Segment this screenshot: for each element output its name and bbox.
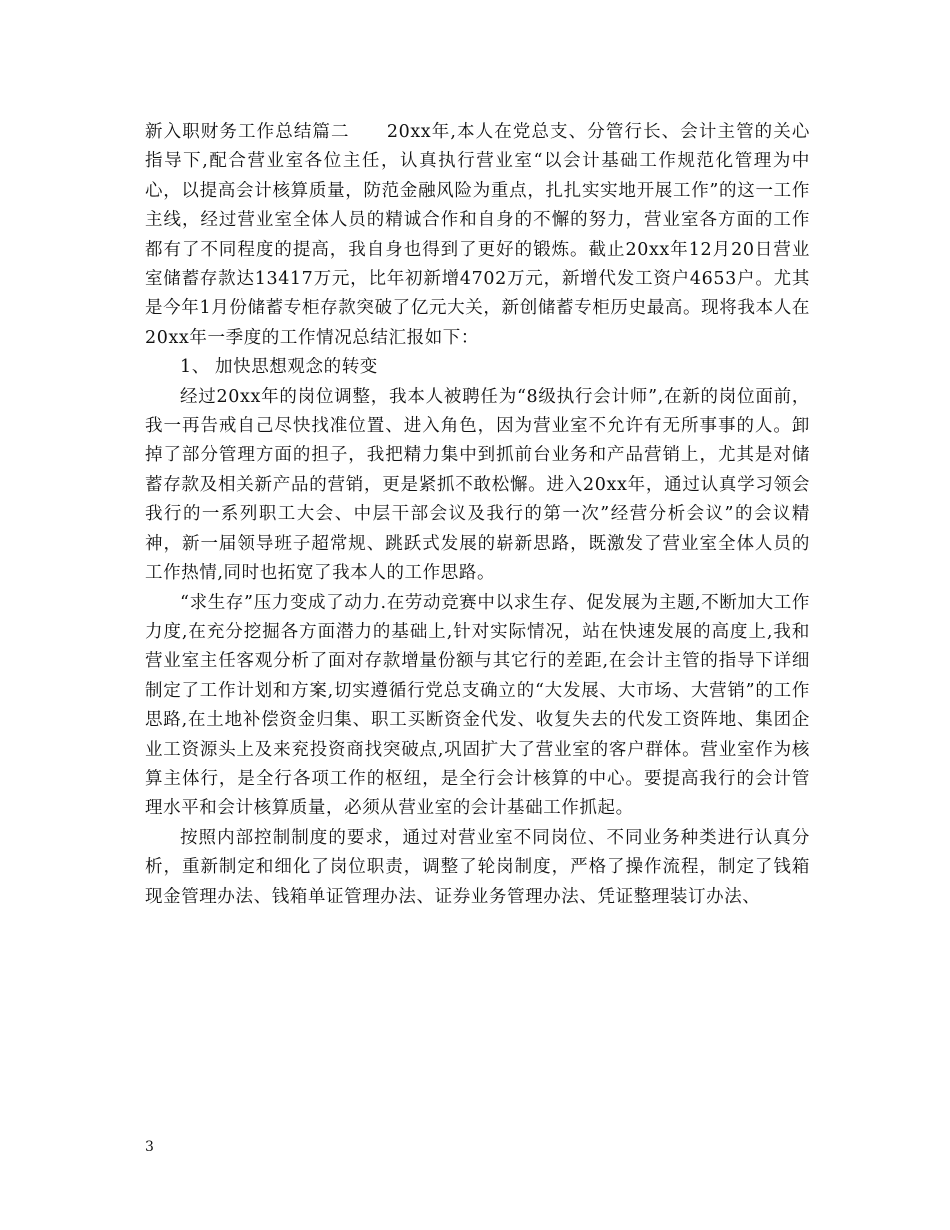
section-heading-1 xyxy=(145,353,810,382)
body-paragraph-1: 经过20xx年的岗位调整，我本人被聘任为“8级执行会计师”,在新的岗位面前，我一再告戒自己尽快找准位置、进入角色，因为营业室不允许有无所事事的人。卸掉了部分管理方面的担子，我把精力集中到抓前台业务和产品营销上，尤其是对储蓄存款及相关新产品的营销，更是紧抓不敢松懈。进入20xx年，通过认真学习领会我行的一系列职工大会、中层干部会议及我行的第一次”经营分析会议”的会议精神，新一届领导班子超常规、跳跃式发展的崭新思路，既激发了营业室全体人员的工作热情,同时也拓宽了我本人的工作思路。 xyxy=(145,386,810,584)
intro-paragraph: 新入职财务工作总结篇二 20xx年,本人在党总支、分管行长、会计主管的关心指导下,配合营业室各位主任，认真执行营业室“以会计基础工作规范化管理为中心，以提高会计核算质量，防范金融风险为重点，扎扎实实地开展工作”的这一工作主线，经过营业室全体人员的精诚合作和自身的不懈的努力，营业室各方面的工作都有了不同程度的提高，我自身也得到了更好的锻炼。截止20xx年12月20日营业室储蓄存款达13417万元，比年初新增4702万元，新增代发工资户4653户。尤其是今年1月份储蓄专柜存款突破了亿元大关，新创储蓄专柜历史最高。现将我本人在20xx年一季度的工作情况总结汇报如下： xyxy=(145,122,810,348)
document-body xyxy=(145,118,810,912)
page-number: 3 xyxy=(145,1139,154,1155)
section-number: 1、 xyxy=(180,357,210,378)
body-paragraph-2: “求生存”压力变成了动力.在劳动竞赛中以求生存、促发展为主题,不断加大工作力度,在充分挖掘各方面潜力的基础上,针对实际情况，站在快速发展的高度上,我和营业室主任客观分析了面对存款增量份额与其它行的差距,在会计主管的指导下详细制定了工作计划和方案,切实遵循行党总支确立的“大发展、大市场、大营销”的工作思路,在土地补偿资金归集、职工买断资金代发、收复失去的代发工资阵地、集团企业工资源头上及来兖投资商找突破点,巩固扩大了营业室的客户群体。营业室作为核算主体行，是全行各项工作的枢纽，是全行会计核算的中心。要提高我行的会计管理水平和会计核算质量，必须从营业室的会计基础工作抓起。 xyxy=(145,592,810,819)
section-title: 加快思想观念的转变 xyxy=(215,357,378,378)
body-paragraph-3: 按照内部控制制度的要求，通过对营业室不同岗位、不同业务种类进行认真分析，重新制定和细化了岗位职责，调整了轮岗制度，严格了操作流程，制定了钱箱现金管理办法、钱箱单证管理办法、证券业务管理办法、凭证整理装订办法、 xyxy=(145,827,810,907)
